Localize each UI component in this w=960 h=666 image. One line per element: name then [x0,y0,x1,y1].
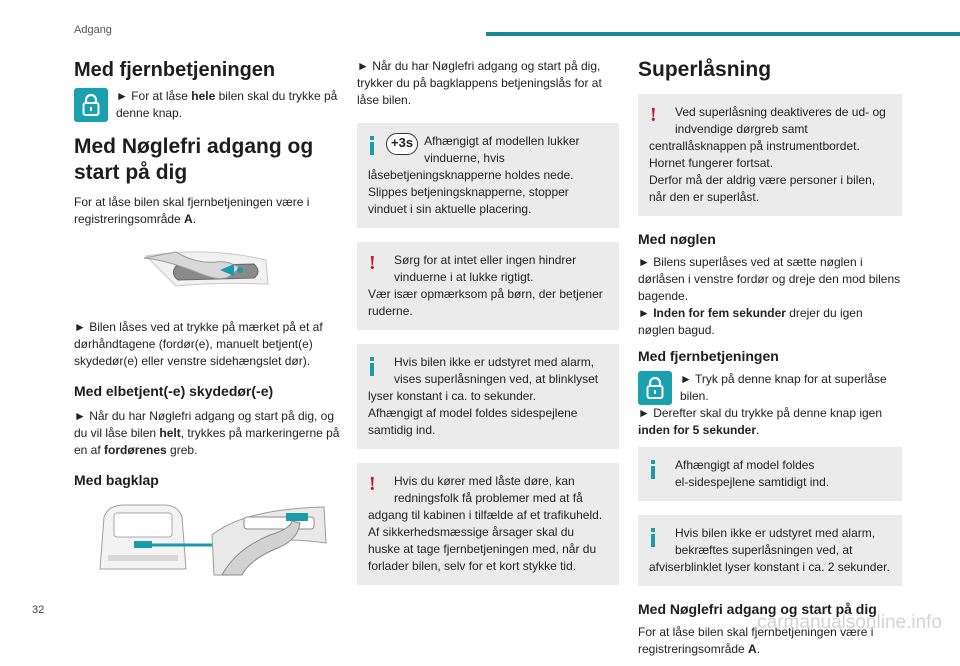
superlock-warn-c: Hornet fungerer fortsat. [649,156,774,170]
column-3 [638,50,902,666]
superlock-warn-b: centrallåsknappen på instrumentbordet. [649,139,860,153]
warning-box-superlock [638,94,902,216]
remote-lock-row [74,88,340,122]
info-box-mirrors [638,447,902,501]
warning-icon: ! [369,252,376,274]
heading-remote: Med fjernbetjeningen [74,59,276,81]
info-box-alarm [357,344,619,449]
sliding-text: ► Når du har Nøglefri adgang og start på dig, og du vil låse bilen helt, trykkes på markeringerne på en af fordørenes greb. [74,409,340,457]
door-handle-illustration [136,238,340,305]
remote-lock-text: ► For at låse hele bilen skal du trykke på denne knap. [116,89,338,120]
keyless-intro: For at låse bilen skal fjernbetjeningen være i registreringsområde A. [74,195,310,226]
warn1-text-b: Vær især opmærksom på børn, der betjener ruderne. [368,287,603,318]
info2-text-a: Hvis bilen ikke er udstyret med alarm, vises superlåsningen ved, at blinklyset [394,355,599,386]
warning-box-rescue [357,463,619,585]
info1-text-c: Slippes betjeningsknapperne, stopper vinduet i sin aktuelle placering. [368,185,569,216]
heading-keyless-superlock: Med Nøglefri adgang og start på dig [638,601,877,617]
superlock-remote-text: ► Tryk på denne knap for at superlåse bilen. [680,372,887,403]
column-1 [74,50,340,594]
info1-text-b: låsebetjeningsknapperne holdes nede. [368,168,574,182]
warning-box-windows [357,242,619,330]
tailgate-text: ► Når du har Nøglefri adgang og start på dig, trykker du på bagklappens betjeningslås for at låse bilen. [357,59,602,107]
info-icon [370,136,379,156]
info-icon [651,528,660,548]
heading-tailgate: Med bagklap [74,472,159,488]
warn2-text-a: Hvis du kører med låste døre, kan redningsfolk få problemer med at få [394,474,583,505]
warn2-text-c: Af sikkerhedsmæssige årsager skal du huske at tage fjernbetjeningen med, når du forlader bilen, selv for et kort stykke tid. [368,525,597,573]
column-2 [357,50,619,599]
info-box-indicator [638,515,902,586]
heading-sliding: Med elbetjent(-e) skydedør(-e) [74,383,274,399]
info2-text-c: Afhængigt af model foldes sidespejlene samtidig ind. [368,406,578,437]
info2-text-b: lyser konstant i ca. to sekunder. [368,389,537,403]
superlock-remote-again: ► Derefter skal du trykke på denne knap igen inden for 5 sekunder. [638,406,883,437]
heading-keyless: Med Nøglefri adgang og start på dig [74,135,314,184]
running-header: Adgang [74,24,112,36]
heading-superlock: Superlåsning [638,58,772,81]
info-box-windows [357,123,619,228]
warning-icon: ! [369,473,376,495]
mirrors-text-b: el-sidespejlene samtidigt ind. [675,475,830,489]
key-text-2: ► Inden for fem sekunder drejer du igen nøglen bagud. [638,306,863,337]
three-seconds-badge: +3s [386,133,418,155]
tailgate-illustration [94,499,340,580]
header-accent-bar [486,32,960,36]
superlock-warn-a: Ved superlåsning deaktiveres de ud- og indvendige dørgreb samt [675,105,886,136]
key-text-1: ► Bilens superlåses ved at sætte nøglen i dørlåsen i venstre fordør og dreje den mod bilens bagende. [638,255,901,303]
heading-key: Med nøglen [638,231,716,247]
warn2-text-b: adgang til kabinen i tilfælde af et trafikuheld. [368,508,603,522]
handle-text: ► Bilen låses ved at trykke på mærket på et af dørhåndtagene (fordør(e), manuelt betjent(e) skydedør(e) eller venstre sidehængslet dør). [74,320,323,368]
keyless-superlock-text: For at låse bilen skal fjernbetjeningen være i registreringsområde A. [638,625,874,656]
info-icon [651,460,660,480]
warning-icon: ! [650,104,657,126]
heading-remote-superlock: Med fjernbetjeningen [638,348,779,364]
info-icon [370,357,379,377]
lock-icon [638,371,672,405]
watermark: carmanualsonline.info [757,612,942,633]
page-number: 32 [32,604,45,616]
indicator-text-b: afviserblinklet lyser konstant i ca. 2 sekunder. [649,560,890,574]
lock-icon [74,88,108,122]
mirrors-text-a: Afhængigt af model foldes [675,458,815,472]
indicator-text-a: Hvis bilen ikke er udstyret med alarm, bekræftes superlåsningen ved, at [675,526,876,557]
superlock-remote-row [638,371,902,405]
info1-text-a: Afhængigt af modellen lukker vinduerne, hvis [424,134,580,165]
superlock-warn-d: Derfor må der aldrig være personer i bilen, når den er superlåst. [649,173,876,204]
warn1-text-a: Sørg for at intet eller ingen hindrer vinduerne i at lukke rigtigt. [394,253,577,284]
